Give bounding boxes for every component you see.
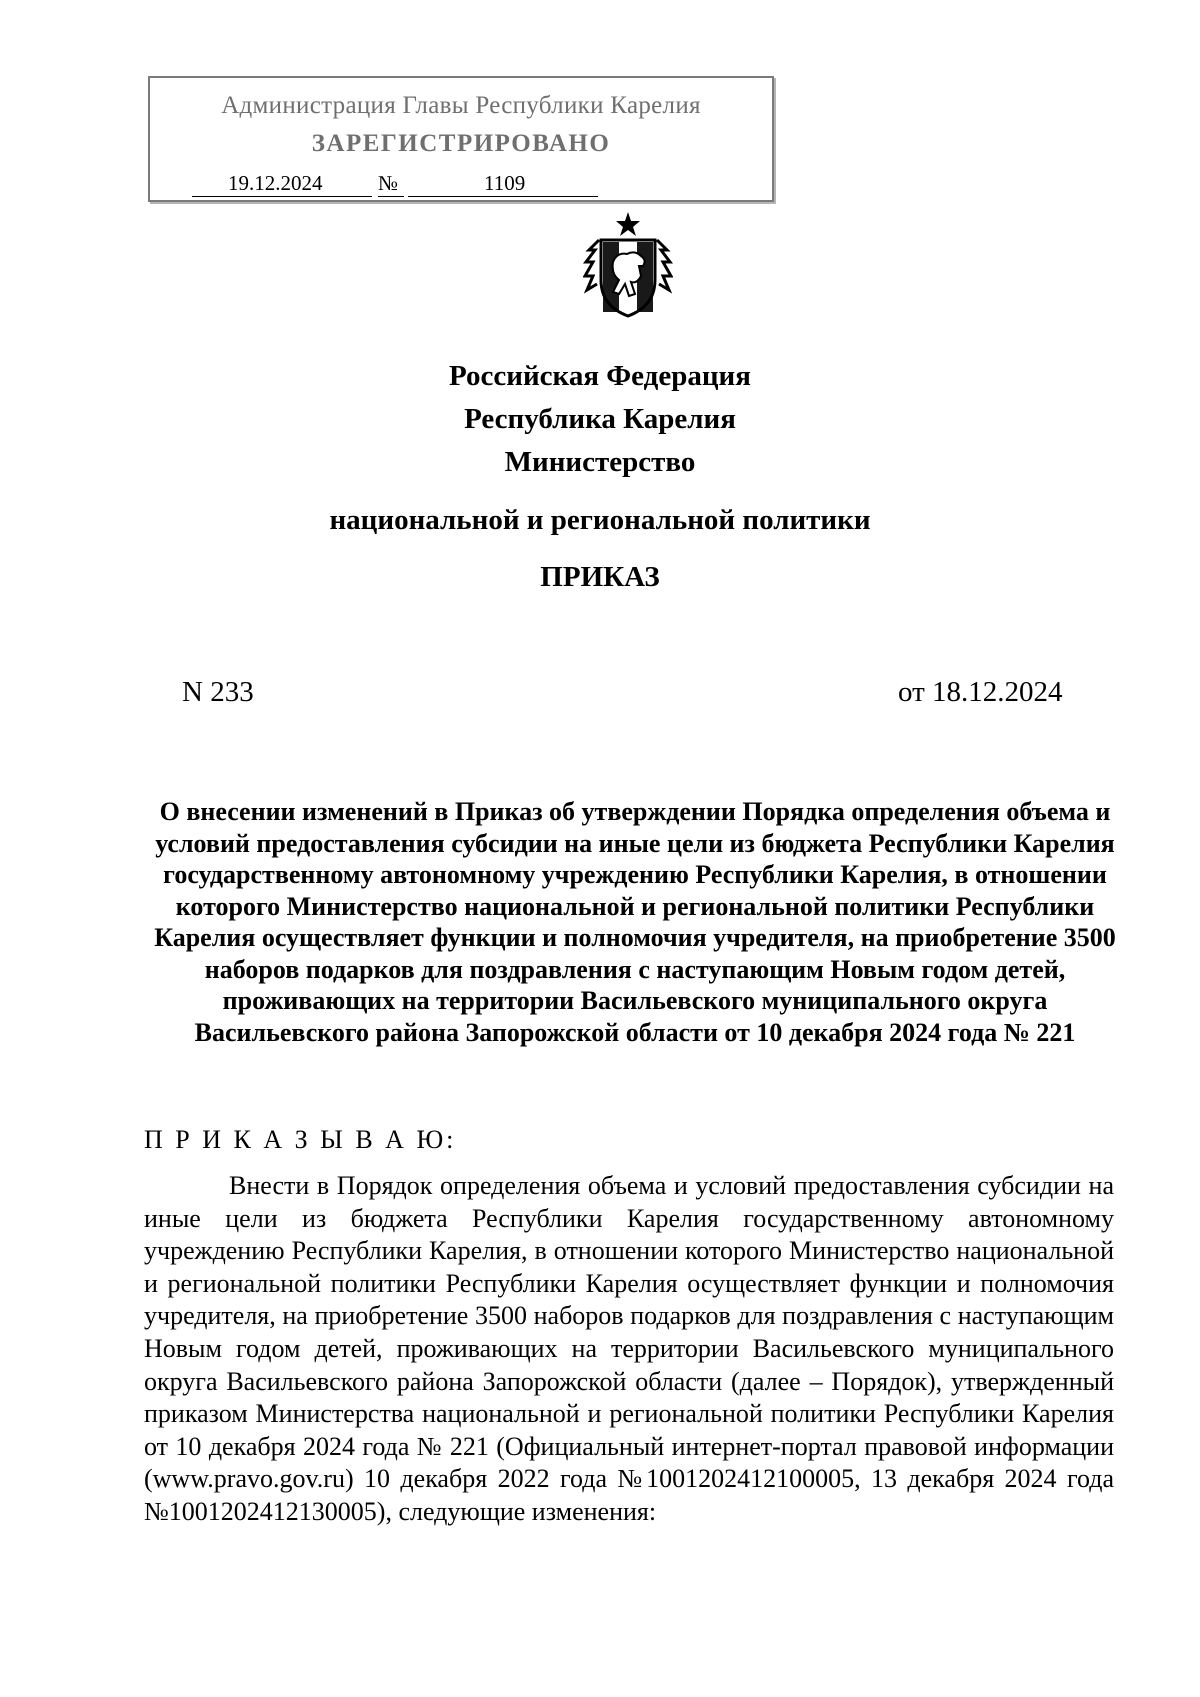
document-title: О внесении изменений в Приказ об утверждении Порядка определения объема и условий предоставления субсидии на иные цели из бюджета Республики Карелия государственному автономному учреждению Республики Карелия, в отношении которого Министерство национальной и региональной политики Республики Карелия осуществляет функции и полномочия учредителя, на приобретение 3500 наборов подарков для поздравления с наступающим Новым годом детей, проживающих на территории Васильевского муниципального округа Васильевского района Запорожской области от 10 декабря 2024 года № 221 bbox=[154, 797, 1116, 1047]
header-republic: Республика Карелия bbox=[464, 403, 736, 435]
header-ministry-name: национальной и региональной политики bbox=[329, 504, 871, 536]
registration-stamp bbox=[148, 76, 774, 202]
stamp-number-sign: № bbox=[378, 170, 404, 197]
order-date: от 18.12.2024 bbox=[898, 676, 1063, 708]
stamp-status: ЗАРЕГИСТРИРОВАНО bbox=[311, 130, 611, 157]
order-number: N 233 bbox=[182, 676, 254, 708]
stamp-date: 19.12.2024 bbox=[192, 170, 372, 197]
orders-heading: П Р И К А З Ы В А Ю: bbox=[144, 1125, 457, 1154]
body-paragraph: Внести в Порядок определения объема и условий предоставления субсидии на иные цели из бюджета Республики Карелия государственному автономному учреждению Республики Карелия, в отношении которого Министерство национальной и региональной политики Республики Карелия осуществляет функции и полномочия учредителя, на приобретение 3500 наборов подарков для поздравления с наступающим Новым годом детей, проживающих на территории Васильевского муниципального округа Васильевского района Запорожской области (далее – Порядок), утвержденный приказом Министерства национальной и региональной политики Республики Карелия от 10 декабря 2024 года № 221 (Официальный интернет-портал правовой информации (www.pravo.gov.ru) 10 декабря 2022 года №1001202412100005, 13 декабря 2024 года №1001202412130005), следующие изменения: bbox=[144, 1171, 1114, 1526]
karelia-coat-of-arms-icon bbox=[583, 210, 673, 320]
stamp-organization: Администрация Главы Республики Карелия bbox=[221, 92, 701, 119]
header-country: Российская Федерация bbox=[449, 360, 751, 392]
document-type: ПРИКАЗ bbox=[540, 561, 660, 593]
stamp-number: 1109 bbox=[408, 170, 598, 197]
header-ministry: Министерство bbox=[504, 446, 696, 478]
